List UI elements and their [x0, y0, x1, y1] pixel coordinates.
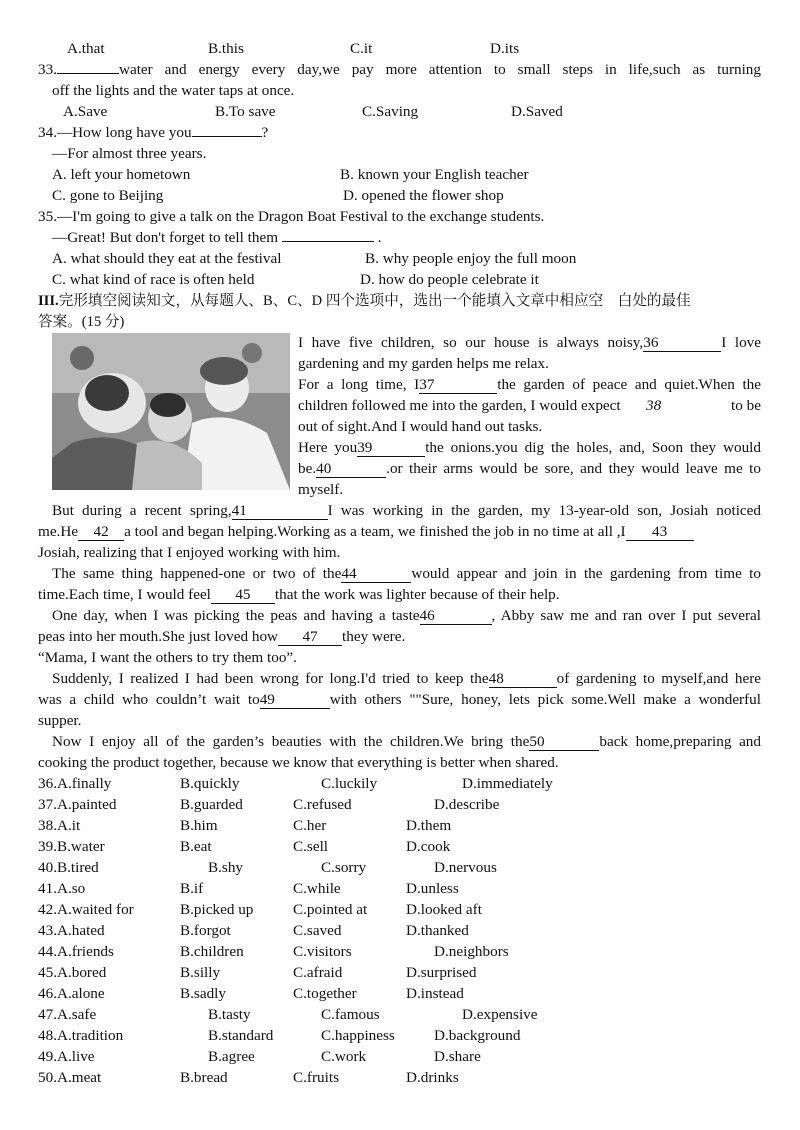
- passage-line-2: gardening and my garden helps me relax.: [298, 355, 549, 372]
- option-38-b: B.him: [180, 817, 218, 834]
- passage-line-11: Josiah, realizing that I enjoyed working with him.: [38, 544, 341, 561]
- option-45-a: 45.A.bored: [38, 964, 107, 981]
- option-50-d: D.drinks: [406, 1069, 459, 1086]
- q35-option-b: B. why people enjoy the full moon: [365, 250, 577, 267]
- blank-36: 36: [643, 334, 721, 352]
- option-37-c: C.refused: [293, 796, 352, 813]
- q34-option-c: C. gone to Beijing: [52, 187, 164, 204]
- option-41-c: C.while: [293, 880, 341, 897]
- option-43-c: C.saved: [293, 922, 342, 939]
- blank-43: 43: [626, 523, 694, 541]
- passage-line-1: I have five children, so our house is always noisy,36 I love: [298, 334, 761, 351]
- option-36-c: C.luckily: [321, 775, 378, 792]
- option-48-c: C.happiness: [321, 1027, 395, 1044]
- q33-option-a: A.Save: [63, 103, 108, 120]
- passage-line-13: time.Each time, I would feel 45 that the work was lighter because of their help.: [38, 586, 560, 603]
- option-36-b: B.quickly: [180, 775, 240, 792]
- option-44-d: D.neighbors: [434, 943, 509, 960]
- blank-41: 41: [232, 502, 328, 520]
- blank-37: 37: [419, 376, 497, 394]
- passage-line-4: children followed me into the garden, I would expect 38 to be: [298, 397, 761, 414]
- option-46-b: B.sadly: [180, 985, 226, 1002]
- passage-line-9: But during a recent spring,41 I was working in the garden, my 13-year-old son, Josiah noticed: [52, 502, 761, 519]
- option-44-c: C.visitors: [293, 943, 352, 960]
- passage-line-8: myself.: [298, 481, 344, 498]
- blank-50: 50: [529, 733, 599, 751]
- option-42-b: B.picked up: [180, 901, 254, 918]
- blank-49: 49: [260, 691, 330, 709]
- passage-line-19: supper.: [38, 712, 82, 729]
- option-42-c: C.pointed at: [293, 901, 368, 918]
- option-46-c: C.together: [293, 985, 357, 1002]
- q34-blank: [192, 136, 262, 137]
- option-43-d: D.thanked: [406, 922, 469, 939]
- q33-stem-line2: off the lights and the water taps at once.: [52, 82, 295, 99]
- option-46-d: D.instead: [406, 985, 464, 1002]
- option-40-a: 40.B.tired: [38, 859, 99, 876]
- option-47-a: 47.A.safe: [38, 1006, 97, 1023]
- option-42-a: 42.A.waited for: [38, 901, 134, 918]
- blank-44: 44: [341, 565, 411, 583]
- q33-option-d: D.Saved: [511, 103, 563, 120]
- option-47-c: C.famous: [321, 1006, 380, 1023]
- option-40-b: B.shy: [208, 859, 244, 876]
- option-48-d: D.background: [434, 1027, 521, 1044]
- passage-line-14: One day, when I was picking the peas and having a taste46 , Abby saw me and ran over I put several: [52, 607, 762, 624]
- option-48-a: 48.A.tradition: [38, 1027, 124, 1044]
- q34-option-b: B. known your English teacher: [340, 166, 529, 183]
- passage-line-18: was a child who couldn’t wait to49 with others ""Sure, honey, lets pick some.Well make a wonderful: [38, 691, 761, 708]
- q33-stem: 33. water and energy every day,we pay more attention to small steps in life,such as turning: [38, 61, 761, 78]
- option-41-b: B.if: [180, 880, 204, 897]
- passage-line-5: out of sight.And I would hand out tasks.: [298, 418, 543, 435]
- q34-option-a: A. left your hometown: [52, 166, 191, 183]
- option-36-a: 36.A.finally: [38, 775, 112, 792]
- blank-38: 38: [646, 397, 662, 414]
- option-44-b: B.children: [180, 943, 244, 960]
- option-49-b: B.agree: [208, 1048, 255, 1065]
- option-41-a: 41.A.so: [38, 880, 86, 897]
- q35-blank: [282, 241, 374, 242]
- q35-answer-line: —Great! But don't forget to tell them .: [52, 229, 382, 246]
- passage-line-21: cooking the product together, because we know that everything is better when shared.: [38, 754, 559, 771]
- section-heading: III.完形填空阅读知文，从每题人、B、C、D 四个选项中，选出一个能填入文章中相应空 白处的最佳: [38, 293, 691, 309]
- passage-line-10: me.He 42 a tool and began helping.Working as a team, we finished the job in no time at all ,I 43: [38, 522, 781, 542]
- option-49-d: D.share: [434, 1048, 481, 1065]
- q32-option-c: C.it: [350, 40, 373, 57]
- option-44-a: 44.A.friends: [38, 943, 114, 960]
- q34-question: 34.—How long have you ?: [38, 124, 269, 141]
- option-47-b: B.tasty: [208, 1006, 251, 1023]
- blank-48: 48: [489, 670, 557, 688]
- blank-45: 45: [211, 586, 275, 604]
- q32-option-b: B.this: [208, 40, 244, 57]
- option-43-b: B.forgot: [180, 922, 231, 939]
- option-39-c: C.sell: [293, 838, 329, 855]
- option-37-a: 37.A.painted: [38, 796, 117, 813]
- q35-option-a: A. what should they eat at the festival: [52, 250, 282, 267]
- blank-42: 42: [78, 523, 124, 541]
- option-45-b: B.silly: [180, 964, 221, 981]
- option-42-d: D.looked aft: [406, 901, 482, 918]
- section-heading-line2: 答案。(15 分): [38, 314, 125, 330]
- q33-blank: [57, 73, 119, 74]
- option-50-c: C.fruits: [293, 1069, 339, 1086]
- passage-line-15: peas into her mouth.She just loved how 47 they were.: [38, 628, 406, 645]
- passage-photo: [52, 333, 290, 490]
- blank-47: 47: [278, 628, 342, 646]
- passage-line-20: Now I enjoy all of the garden’s beauties with the children.We bring the50 back home,preparing and: [52, 733, 761, 750]
- option-37-b: B.guarded: [180, 796, 243, 813]
- option-36-d: D.immediately: [462, 775, 553, 792]
- passage-line-12: The same thing happened-one or two of the44 would appear and join in the gardening from time to: [52, 565, 761, 582]
- option-38-a: 38.A.it: [38, 817, 81, 834]
- option-50-a: 50.A.meat: [38, 1069, 102, 1086]
- blank-40: 40: [316, 460, 386, 478]
- passage-line-6: Here you39 the onions.you dig the holes, and, Soon they would: [298, 439, 761, 456]
- passage-line-3: For a long time, I37 the garden of peace and quiet.When the: [298, 376, 762, 393]
- q35-option-d: D. how do people celebrate it: [360, 271, 539, 288]
- q33-option-c: C.Saving: [362, 103, 419, 120]
- option-40-c: C.sorry: [321, 859, 367, 876]
- option-39-a: 39.B.water: [38, 838, 105, 855]
- option-41-d: D.unless: [406, 880, 459, 897]
- passage-line-7: be.40 .or their arms would be sore, and they would leave me to: [298, 460, 761, 477]
- photo-mother-children-icon: [52, 333, 290, 490]
- option-48-b: B.standard: [208, 1027, 274, 1044]
- option-38-d: D.them: [406, 817, 452, 834]
- option-46-a: 46.A.alone: [38, 985, 105, 1002]
- q34-option-d: D. opened the flower shop: [343, 187, 504, 204]
- option-43-a: 43.A.hated: [38, 922, 105, 939]
- q35-question: 35.—I'm going to give a talk on the Dragon Boat Festival to the exchange students.: [38, 208, 545, 225]
- q34-answer-line: —For almost three years.: [52, 145, 207, 162]
- option-40-d: D.nervous: [434, 859, 497, 876]
- option-39-d: D.cook: [406, 838, 451, 855]
- option-50-b: B.bread: [180, 1069, 228, 1086]
- q33-option-b: B.To save: [215, 103, 276, 120]
- option-47-d: D.expensive: [462, 1006, 538, 1023]
- option-37-d: D.describe: [434, 796, 500, 813]
- blank-39: 39: [357, 439, 425, 457]
- option-45-d: D.surprised: [406, 964, 477, 981]
- passage-line-17: Suddenly, I realized I had been wrong for long.I'd tried to keep the48 of gardening to myself,and here: [52, 670, 761, 687]
- option-38-c: C.her: [293, 817, 327, 834]
- option-49-c: C.work: [321, 1048, 367, 1065]
- passage-line-16: “Mama, I want the others to try them too”.: [38, 649, 297, 666]
- option-39-b: B.eat: [180, 838, 212, 855]
- q35-option-c: C. what kind of race is often held: [52, 271, 255, 288]
- q32-option-d: D.its: [490, 40, 520, 57]
- q32-option-a: A.that: [67, 40, 105, 57]
- blank-46: 46: [420, 607, 492, 625]
- option-45-c: C.afraid: [293, 964, 343, 981]
- option-49-a: 49.A.live: [38, 1048, 95, 1065]
